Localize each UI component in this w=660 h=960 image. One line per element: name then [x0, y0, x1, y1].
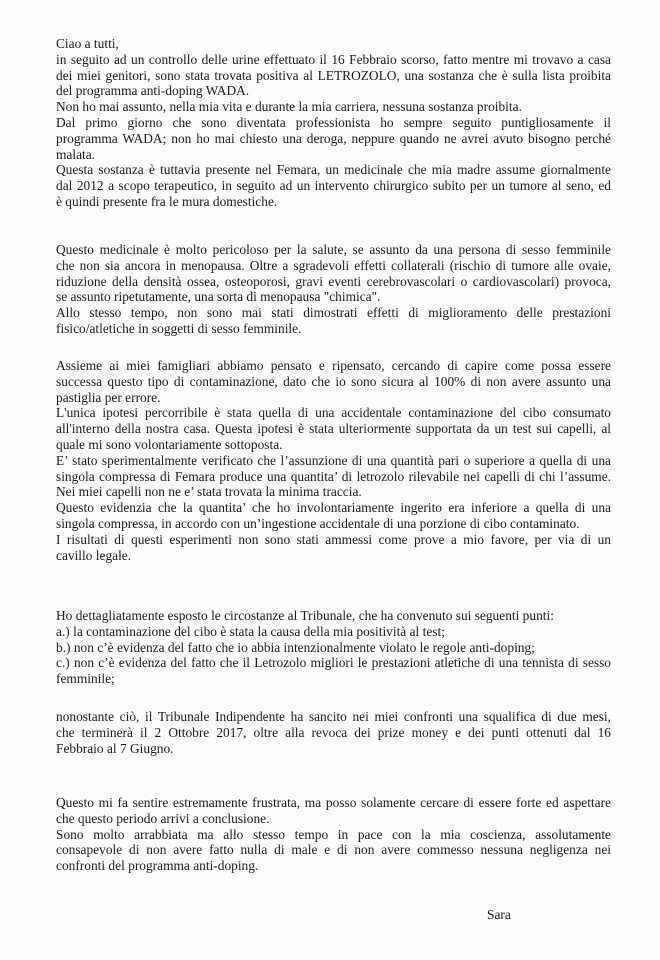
list-item: b.) non c’è evidenza del fatto che io abbia intenzionalmente violato le regole anti-doping; [56, 639, 535, 655]
text-line: femminile; [56, 671, 115, 687]
text-line: Questo medicinale è molto pericoloso per la salute, se assunto da una persona di sesso femminile [56, 242, 611, 257]
text-line: consapevole di non avere fatto nulla di male e di non avere commesso nessuna negligenza nei [56, 842, 611, 858]
text-line: all'interno della nostra casa. Questa ipotesi è stata ulteriormente supportata da un test sui capelli, al [56, 421, 611, 437]
text-line: nonostante ciò, il Tribunale Indipendente ha sancito nei miei confronti una squalifica di due mesi, [56, 709, 611, 724]
text-line: riduzione della densità ossea, osteoporosi, gravi eventi cerebrovascolari o cardiovascolari) provoca, [56, 273, 611, 289]
text-line: è quindi presente fra le mura domestiche. [56, 193, 278, 209]
text-line: Sono molto arrabbiata ma allo stesso tempo in pace con la mia coscienza, assolutamente [56, 826, 611, 842]
list-item: c.) non c’è evidenza del fatto che il Letrozolo migliori le prestazioni atletiche di una tennista di sesso [56, 655, 611, 671]
text-line: fisico/atletiche in soggetti di sesso femminile. [56, 320, 302, 336]
text-line: che non sia ancora in menopausa. Oltre a sgradevoli effetti collaterali (rischio di tumore alle ovaie, [56, 257, 611, 273]
text-line: successa questo tipo di contaminazione, dato che io sono sicura al 100% di non avere assunto una [56, 373, 611, 389]
text-line: pastiglia per errore. [56, 389, 161, 405]
paragraph-intro [56, 36, 611, 210]
text-line: Questa sostanza è tuttavia presente nel Femara, un medicinale che mia madre assume giornalmente [56, 162, 611, 178]
list-item: a.) la contaminazione del cibo è stata la causa della mia positività al test; [56, 623, 445, 639]
text-line: confronti del programma anti-doping. [56, 858, 259, 874]
text-line: che terminerà il 2 Ottobre 2017, oltre alla revoca dei prize money e dei punti ottenuti dal 16 [56, 724, 611, 740]
text-line: che questo periodo arrivi a conclusione. [56, 810, 270, 826]
signature: Sara [487, 907, 511, 922]
paragraph-contamination [56, 358, 611, 563]
text-line: del programma anti-doping WADA. [56, 83, 250, 99]
paragraph-sanction [56, 709, 611, 756]
paragraph-medicine [56, 242, 611, 337]
text-line: singola compressa di Femara produce una quantita’ di letrozolo rilevabile nei capelli di chi l’assume. [56, 468, 611, 484]
text-line: Ho dettagliatamente esposto le circostanze al Tribunale, che ha convenuto sui seguenti punti: [56, 608, 554, 623]
text-line: E’ stato sperimentalmente verificato che l’assunzione di una quantità pari o superiore a quella di una [56, 452, 611, 468]
text-line: programma WADA; non ho mai chiesto una deroga, neppure quando ne avrei avuto bisogno perché [56, 130, 611, 146]
text-line: in seguito ad un controllo delle urine effettuato il 16 Febbraio scorso, fatto mentre mi trovavo a casa [56, 51, 611, 67]
text-line: se assunto ripetutamente, una sorta di menopausa "chimica". [56, 289, 381, 305]
greeting: Ciao a tutti, [56, 36, 119, 51]
text-line: Nei miei capelli non ne e’ stata trovata la minima traccia. [56, 484, 362, 500]
paragraph-tribunal-points [56, 608, 611, 687]
text-line: Allo stesso tempo, non sono mai stati dimostrati effetti di miglioramento delle prestazioni [56, 305, 611, 321]
text-line: I risultati di questi esperimenti non sono stati ammessi come prove a mio favore, per via di un [56, 531, 611, 547]
text-line: Assieme ai miei famigliari abbiamo pensato e ripensato, cercando di capire come possa essere [56, 358, 611, 373]
text-line: singola compressa, in accordo con un’ingestione accidentale di una porzione di cibo contaminato. [56, 515, 580, 531]
text-line: malata. [56, 146, 96, 162]
text-line: Questo mi fa sentire estremamente frustrata, ma posso solamente cercare di essere forte ed aspettare [56, 795, 611, 810]
paragraph-closing [56, 795, 611, 874]
text-line: Febbraio al 7 Giugno. [56, 740, 174, 756]
text-line: Questo evidenzia che la quantita’ che ho involontariamente ingerito era inferiore a quella di una [56, 500, 611, 516]
text-line: dal 2012 a scopo terapeutico, in seguito ad un intervento chirurgico subito per un tumore al seno, ed [56, 178, 611, 194]
text-line: L'unica ipotesi percorribile è stata quella di una accidentale contaminazione del cibo consumato [56, 405, 611, 421]
text-line: Dal primo giorno che sono diventata professionista ho sempre seguito puntigliosamente il [56, 114, 611, 130]
text-line: quale mi sono volontariamente sottoposta. [56, 436, 283, 452]
text-line: dei miei genitori, sono stata trovata positiva al LETROZOLO, una sostanza che è sulla lista proibita [56, 67, 611, 83]
text-line: cavillo legale. [56, 547, 132, 563]
text-line: Non ho mai assunto, nella mia vita e durante la mia carriera, nessuna sostanza proibita. [56, 99, 522, 115]
